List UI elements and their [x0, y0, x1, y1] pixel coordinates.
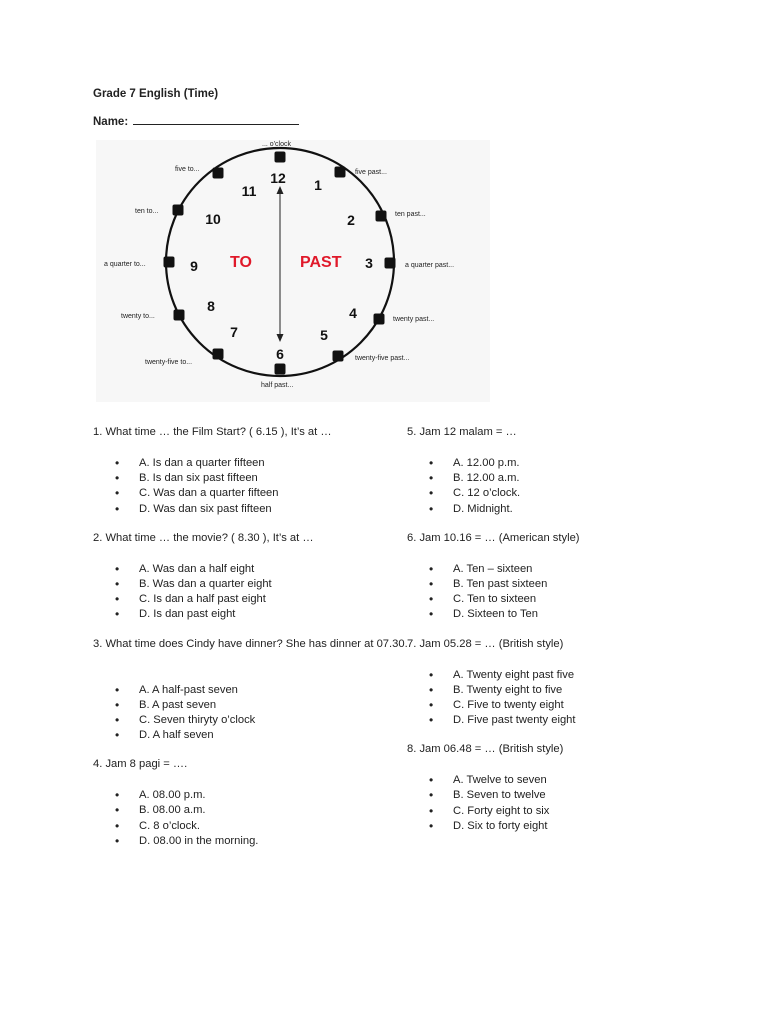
question-5: 5. Jam 12 malam = … — [407, 426, 517, 438]
option-8a: • A. Twelve to seven — [407, 773, 727, 788]
hour-5: 5 — [320, 327, 328, 343]
option-8b: • B. Seven to twelve — [407, 788, 727, 803]
question-1: 1. What time … the Film Start? ( 6.15 ), It’s at … — [93, 426, 332, 438]
option-4b: • B. 08.00 a.m. — [93, 803, 413, 818]
past-label: PAST — [300, 254, 342, 271]
option-7b: • B. Twenty eight to five — [407, 683, 727, 698]
option-8c: • C. Forty eight to six — [407, 804, 727, 819]
options-q8 — [407, 773, 727, 834]
marker-4 — [374, 314, 385, 325]
option-3a: • A. A half-past seven — [93, 683, 413, 698]
question-2: 2. What time … the movie? ( 8.30 ), It’s at … — [93, 531, 314, 544]
questions-left-column — [93, 425, 413, 863]
label-five-past: five past... — [355, 169, 387, 176]
option-6a: • A. Ten – sixteen — [407, 562, 727, 577]
hour-6: 6 — [276, 346, 284, 362]
option-6d: • D. Sixteen to Ten — [407, 607, 727, 622]
label-twenty-five-to: twenty-five to... — [145, 359, 193, 366]
label-ten-past: ten past... — [395, 211, 426, 218]
option-6c: • C. Ten to sixteen — [407, 592, 727, 607]
hour-7: 7 — [230, 324, 238, 340]
option-8d: • D. Six to forty eight — [407, 819, 727, 834]
options-q1 — [93, 456, 413, 517]
arrow-down-icon — [277, 334, 284, 342]
question-7: 7. Jam 05.28 = … (British style) — [407, 637, 564, 650]
clock-diagram — [0, 0, 768, 420]
option-5a: • A. 12.00 p.m. — [407, 456, 727, 471]
option-1d: • D. Was dan six past fifteen — [93, 502, 413, 517]
options-q7 — [407, 668, 727, 729]
options-q4 — [93, 788, 413, 849]
options-q2 — [93, 562, 413, 623]
marker-12 — [275, 152, 286, 163]
label-half-past: half past... — [261, 382, 294, 389]
question-3: 3. What time does Cindy have dinner? She has dinner at 07.30. — [93, 637, 408, 650]
hour-10: 10 — [205, 211, 221, 227]
marker-5 — [333, 351, 344, 362]
hour-3: 3 — [365, 255, 373, 271]
to-label: TO — [230, 254, 252, 271]
marker-1 — [335, 167, 346, 178]
hour-11: 11 — [241, 183, 257, 199]
marker-6 — [275, 364, 286, 375]
option-3c: • C. Seven thiryty o’clock — [93, 713, 413, 728]
option-2c: • C. Is dan a half past eight — [93, 592, 413, 607]
marker-11 — [213, 168, 224, 179]
name-label: Name: — [93, 116, 129, 128]
arrow-up-icon — [277, 186, 284, 194]
option-2d: • D. Is dan past eight — [93, 607, 413, 622]
question-6: 6. Jam 10.16 = … (American style) — [407, 531, 580, 544]
marker-8 — [174, 310, 185, 321]
options-q5 — [407, 456, 727, 517]
question-8: 8. Jam 06.48 = … (British style) — [407, 743, 564, 756]
label-ten-to: ten to... — [135, 208, 159, 215]
option-3b: • B. A past seven — [93, 698, 413, 713]
option-4a: • A. 08.00 p.m. — [93, 788, 413, 803]
marker-3 — [385, 258, 396, 269]
options-q6 — [407, 562, 727, 623]
option-2b: • B. Was dan a quarter eight — [93, 577, 413, 592]
question-4: 4. Jam 8 pagi = …. — [93, 758, 188, 771]
option-1c: • C. Was dan a quarter fifteen — [93, 486, 413, 501]
label-quarter-to: a quarter to... — [104, 261, 146, 268]
label-twenty-to: twenty to... — [121, 313, 155, 320]
option-5b: • B. 12.00 a.m. — [407, 471, 727, 486]
label-five-to: five to... — [175, 166, 200, 173]
option-6b: • B. Ten past sixteen — [407, 577, 727, 592]
marker-2 — [376, 211, 387, 222]
option-5d: • D. Midnight. — [407, 502, 727, 517]
option-2a: • A. Was dan a half eight — [93, 562, 413, 577]
label-twenty-five-past: twenty-five past... — [355, 355, 410, 362]
hour-2: 2 — [347, 212, 355, 228]
page-title: Grade 7 English (Time) — [93, 88, 219, 100]
option-7c: • C. Five to twenty eight — [407, 698, 727, 713]
hour-9: 9 — [190, 258, 198, 274]
option-1a: • A. Is dan a quarter fifteen — [93, 456, 413, 471]
option-7a: • A. Twenty eight past five — [407, 668, 727, 683]
option-4d: • D. 08.00 in the morning. — [93, 834, 413, 849]
option-3d: • D. A half seven — [93, 728, 413, 743]
questions-right-column — [407, 425, 727, 848]
option-5c: • C. 12 o’clock. — [407, 486, 727, 501]
hour-4: 4 — [349, 305, 357, 321]
marker-10 — [173, 205, 184, 216]
option-4c: • C. 8 o’clock. — [93, 819, 413, 834]
marker-7 — [213, 349, 224, 360]
hour-8: 8 — [207, 298, 215, 314]
options-q3 — [93, 683, 413, 744]
hour-12: 12 — [270, 170, 286, 186]
hour-1: 1 — [314, 177, 322, 193]
marker-9 — [164, 257, 175, 268]
option-7d: • D. Five past twenty eight — [407, 713, 727, 728]
option-1b: • B. Is dan six past fifteen — [93, 471, 413, 486]
label-twenty-past: twenty past... — [393, 316, 435, 323]
label-quarter-past: a quarter past... — [405, 262, 455, 269]
label-oclock: ... o'clock — [262, 141, 291, 148]
